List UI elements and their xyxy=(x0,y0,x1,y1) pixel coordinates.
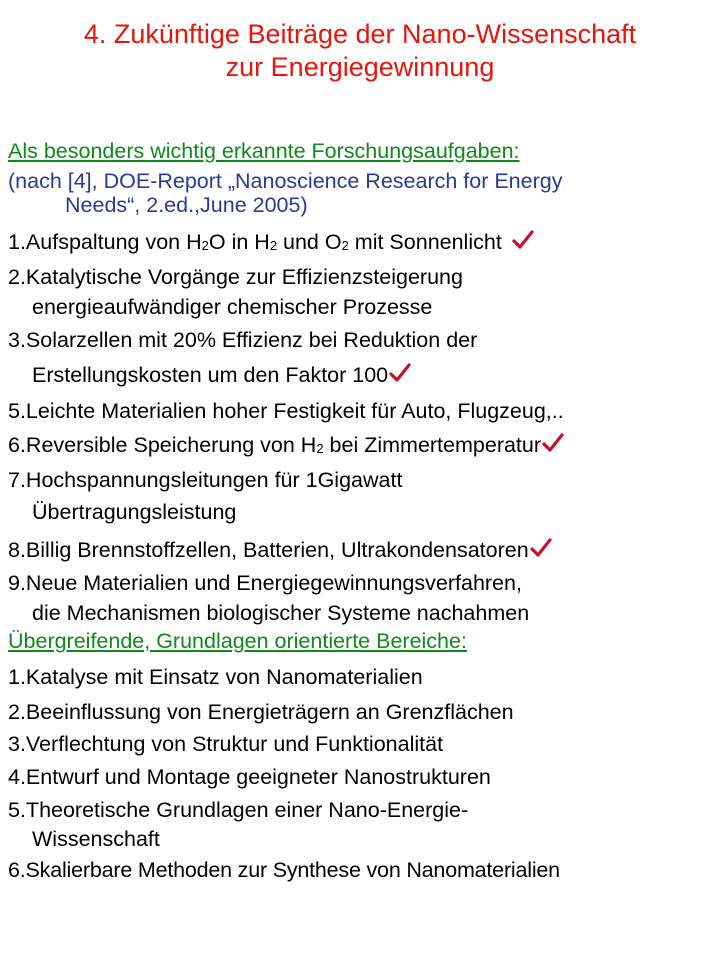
subscript: 2 xyxy=(316,441,324,456)
item-text: und O xyxy=(277,230,342,254)
list-item xyxy=(8,229,534,255)
list-item-line-2 xyxy=(8,362,411,388)
list-item: 3.Verflechtung von Struktur und Funktionalität xyxy=(8,732,444,756)
item-text: bei Zimmertemperatur xyxy=(323,433,542,457)
checkmark-icon xyxy=(542,433,564,453)
subscript: 2 xyxy=(269,238,278,253)
list-item-line-2: Wissenschaft xyxy=(32,827,160,851)
subscript: 2 xyxy=(201,238,209,253)
list-item-line-1: 5.Theoretische Grundlagen einer Nano-Energie- xyxy=(8,798,469,822)
list-item: 4.Entwurf und Montage geeigneter Nanostrukturen xyxy=(8,765,491,789)
source-line-2: Needs“, 2.ed.,June 2005) xyxy=(65,193,308,217)
list-item: 6.Skalierbare Methoden zur Synthese von Nanomaterialien xyxy=(8,858,560,882)
list-item-line-1: 9.Neue Materialien und Energiegewinnungsverfahren, xyxy=(8,571,522,595)
item-text: O in H xyxy=(208,230,270,254)
list-item: 1.Katalyse mit Einsatz von Nanomaterialien xyxy=(8,665,423,689)
list-item-line-2: Übertragungsleistung xyxy=(32,500,237,524)
list-item-line-1: 2.Katalytische Vorgänge zur Effizienzsteigerung xyxy=(8,265,463,289)
source-line-1: (nach [4], DOE-Report „Nanoscience Research for Energy xyxy=(8,169,563,193)
item-text: 1.Aufspaltung von H xyxy=(8,230,202,254)
page-title-line-2: zur Energiegewinnung xyxy=(225,52,495,82)
checkmark-icon xyxy=(530,538,552,558)
subscript: 2 xyxy=(341,238,349,253)
checkmark-icon xyxy=(389,363,411,383)
list-item-line-2: die Mechanismen biologischer Systeme nachahmen xyxy=(32,601,530,625)
list-item: 2.Beeinflussung von Energieträgern an Grenzflächen xyxy=(8,700,514,724)
page-title-line-1: 4. Zukünftige Beiträge der Nano-Wissenschaft xyxy=(83,19,637,49)
section-1-heading: Als besonders wichtig erkannte Forschungsaufgaben: xyxy=(8,139,520,163)
list-item-line-1: 3.Solarzellen mit 20% Effizienz bei Reduktion der xyxy=(8,328,478,352)
list-item-line-2: energieaufwändiger chemischer Prozesse xyxy=(32,295,433,319)
item-text: 8.Billig Brennstoffzellen, Batterien, Ultrakondensatoren xyxy=(8,538,529,562)
section-2-heading: Übergreifende, Grundlagen orientierte Bereiche: xyxy=(8,629,467,653)
item-text: Erstellungskosten um den Faktor 100 xyxy=(32,363,389,387)
page-title xyxy=(0,18,720,84)
list-item xyxy=(8,432,564,458)
item-text: mit Sonnenlicht xyxy=(348,230,508,254)
checkmark-icon xyxy=(512,230,534,250)
list-item: 5.Leichte Materialien hoher Festigkeit für Auto, Flugzeug,.. xyxy=(8,399,564,423)
list-item-line-1: 7.Hochspannungsleitungen für 1Gigawatt xyxy=(8,468,403,492)
list-item xyxy=(8,537,552,563)
item-text: 6.Reversible Speicherung von H xyxy=(8,433,317,457)
